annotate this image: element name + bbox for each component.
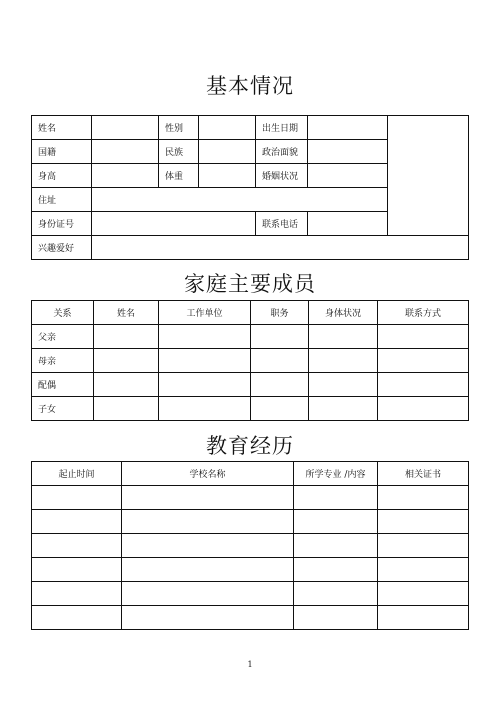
field-political-status[interactable] xyxy=(308,140,388,164)
col-header-contact: 联系方式 xyxy=(378,301,469,325)
table-row xyxy=(32,325,469,349)
col-header-major: 所学专业 /内容 xyxy=(294,462,378,486)
field-cell[interactable] xyxy=(378,606,469,630)
field-cell[interactable] xyxy=(378,558,469,582)
field-hobbies[interactable] xyxy=(92,236,469,260)
field-gender[interactable] xyxy=(199,116,256,140)
table-row xyxy=(32,486,469,510)
field-address[interactable] xyxy=(92,188,388,212)
field-cell[interactable] xyxy=(94,373,159,397)
field-phone[interactable] xyxy=(308,212,388,236)
field-cell[interactable] xyxy=(122,606,294,630)
label-hobbies: 兴趣爱好 xyxy=(32,236,92,260)
field-cell[interactable] xyxy=(309,325,378,349)
label-political-status: 政治面貌 xyxy=(256,140,308,164)
field-cell[interactable] xyxy=(251,397,309,421)
col-header-name: 姓名 xyxy=(94,301,159,325)
education-header-row xyxy=(32,462,469,486)
field-cell[interactable] xyxy=(294,606,378,630)
field-cell[interactable] xyxy=(159,325,251,349)
table-row xyxy=(32,373,469,397)
col-header-school: 学校名称 xyxy=(122,462,294,486)
field-cell[interactable] xyxy=(251,325,309,349)
field-cell[interactable] xyxy=(32,582,122,606)
field-weight[interactable] xyxy=(199,164,256,188)
field-cell[interactable] xyxy=(294,582,378,606)
label-address: 住址 xyxy=(32,188,92,212)
label-birthdate: 出生日期 xyxy=(256,116,308,140)
family-table xyxy=(31,300,469,421)
field-cell[interactable] xyxy=(378,325,469,349)
col-header-period: 起止时间 xyxy=(32,462,122,486)
label-phone: 联系电话 xyxy=(256,212,308,236)
field-cell[interactable] xyxy=(122,558,294,582)
field-cell[interactable] xyxy=(378,486,469,510)
field-cell[interactable] xyxy=(294,534,378,558)
relation-children: 子女 xyxy=(32,397,94,421)
field-cell[interactable] xyxy=(378,349,469,373)
label-weight: 体重 xyxy=(159,164,199,188)
field-cell[interactable] xyxy=(378,534,469,558)
field-height[interactable] xyxy=(92,164,159,188)
photo-box[interactable] xyxy=(388,116,469,236)
label-ethnicity: 民族 xyxy=(159,140,199,164)
field-cell[interactable] xyxy=(294,486,378,510)
field-cell[interactable] xyxy=(159,349,251,373)
col-header-position: 职务 xyxy=(251,301,309,325)
field-cell[interactable] xyxy=(94,325,159,349)
col-header-certificate: 相关证书 xyxy=(378,462,469,486)
col-header-health: 身体状况 xyxy=(309,301,378,325)
field-nationality[interactable] xyxy=(92,140,159,164)
table-row xyxy=(32,397,469,421)
field-cell[interactable] xyxy=(94,349,159,373)
field-birthdate[interactable] xyxy=(308,116,388,140)
field-cell[interactable] xyxy=(378,397,469,421)
field-cell[interactable] xyxy=(294,558,378,582)
relation-spouse: 配偶 xyxy=(32,373,94,397)
col-header-relation: 关系 xyxy=(32,301,94,325)
field-cell[interactable] xyxy=(309,373,378,397)
field-marital-status[interactable] xyxy=(308,164,388,188)
field-ethnicity[interactable] xyxy=(199,140,256,164)
basic-info-table xyxy=(31,115,469,260)
table-row xyxy=(32,349,469,373)
field-id-number[interactable] xyxy=(92,212,256,236)
family-header-row xyxy=(32,301,469,325)
field-cell[interactable] xyxy=(294,510,378,534)
table-row xyxy=(32,558,469,582)
field-cell[interactable] xyxy=(309,349,378,373)
field-cell[interactable] xyxy=(122,582,294,606)
field-cell[interactable] xyxy=(159,397,251,421)
field-cell[interactable] xyxy=(378,510,469,534)
field-cell[interactable] xyxy=(378,373,469,397)
field-cell[interactable] xyxy=(251,373,309,397)
field-name[interactable] xyxy=(92,116,159,140)
label-height: 身高 xyxy=(32,164,92,188)
label-name: 姓名 xyxy=(32,116,92,140)
table-row xyxy=(32,534,469,558)
field-cell[interactable] xyxy=(94,397,159,421)
relation-father: 父亲 xyxy=(32,325,94,349)
field-cell[interactable] xyxy=(378,582,469,606)
field-cell[interactable] xyxy=(32,534,122,558)
field-cell[interactable] xyxy=(159,373,251,397)
field-cell[interactable] xyxy=(32,510,122,534)
education-title: 教育经历 xyxy=(206,434,294,458)
label-id-number: 身份证号 xyxy=(32,212,92,236)
table-row xyxy=(32,510,469,534)
field-cell[interactable] xyxy=(251,349,309,373)
table-row xyxy=(32,606,469,630)
field-cell[interactable] xyxy=(32,606,122,630)
relation-mother: 母亲 xyxy=(32,349,94,373)
field-cell[interactable] xyxy=(32,486,122,510)
basic-info-title: 基本情况 xyxy=(206,74,294,98)
field-cell[interactable] xyxy=(32,558,122,582)
education-table xyxy=(31,461,469,630)
field-cell[interactable] xyxy=(309,397,378,421)
table-row xyxy=(32,582,469,606)
field-cell[interactable] xyxy=(122,510,294,534)
label-nationality: 国籍 xyxy=(32,140,92,164)
family-title: 家庭主要成员 xyxy=(184,272,316,296)
col-header-employer: 工作单位 xyxy=(159,301,251,325)
label-marital-status: 婚姻状况 xyxy=(256,164,308,188)
field-cell[interactable] xyxy=(122,486,294,510)
field-cell[interactable] xyxy=(122,534,294,558)
page-number: 1 xyxy=(247,660,253,669)
label-gender: 性别 xyxy=(159,116,199,140)
